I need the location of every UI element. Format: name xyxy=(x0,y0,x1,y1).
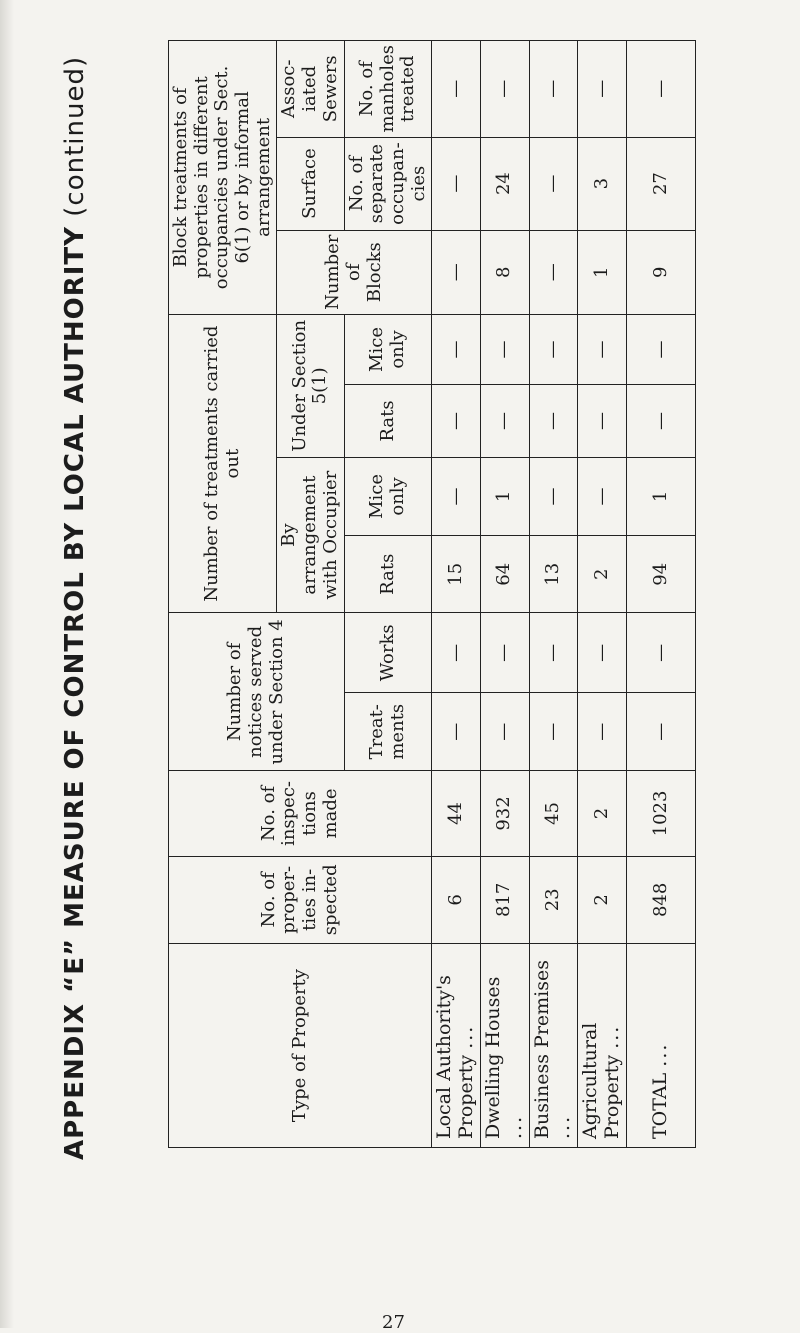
cell-section-mice: — xyxy=(529,314,578,384)
cell-arrangement-mice: — xyxy=(578,457,627,535)
cell-treatments: — xyxy=(529,693,578,771)
cell-treatments: — xyxy=(480,693,529,771)
cell-total-properties: 848 xyxy=(627,856,696,944)
group-under-section: Under Section 5(1) xyxy=(277,314,344,457)
rodent-control-table xyxy=(168,40,696,1148)
cell-blocks: — xyxy=(529,230,578,314)
table-row xyxy=(578,41,627,1148)
row-type: Business Premises ... xyxy=(529,944,578,1148)
cell-total-blocks: 9 xyxy=(627,230,696,314)
cell-works: — xyxy=(432,613,481,693)
cell-total-section-mice: — xyxy=(627,314,696,384)
group-by-arrangement: By arrangement with Occupier xyxy=(277,457,344,613)
cell-properties: 6 xyxy=(432,856,481,944)
col-section-rats: Rats xyxy=(344,385,432,458)
table-row xyxy=(480,41,529,1148)
cell-works: — xyxy=(480,613,529,693)
cell-properties: 23 xyxy=(529,856,578,944)
col-treatments: Treat-ments xyxy=(344,693,432,771)
col-section-mice: Mice only xyxy=(344,314,432,384)
rotated-page xyxy=(60,40,672,1160)
header-row-1 xyxy=(169,41,277,1148)
cell-total-arrangement-mice: 1 xyxy=(627,457,696,535)
cell-arrangement-rats: 13 xyxy=(529,536,578,613)
col-separate-occupancies: No. of separate occupan-cies xyxy=(344,137,432,230)
cell-properties: 2 xyxy=(578,856,627,944)
cell-section-mice: — xyxy=(578,314,627,384)
group-associated-sewers: Assoc-iated Sewers xyxy=(277,41,344,138)
cell-section-rats: — xyxy=(432,385,481,458)
total-row xyxy=(627,41,696,1148)
row-type: Agricultural Property ... xyxy=(578,944,627,1148)
cell-works: — xyxy=(578,613,627,693)
cell-inspections: 45 xyxy=(529,771,578,856)
cell-blocks: — xyxy=(432,230,481,314)
page-edge-shadow xyxy=(0,0,14,1328)
cell-treatments: — xyxy=(578,693,627,771)
cell-total-occupancies: 27 xyxy=(627,137,696,230)
continued-note: (continued) xyxy=(60,55,90,217)
cell-total-inspections: 1023 xyxy=(627,771,696,856)
col-inspections-made: No. of inspec-tions made xyxy=(169,771,432,856)
cell-arrangement-rats: 64 xyxy=(480,536,529,613)
cell-inspections: 932 xyxy=(480,771,529,856)
group-block-treatments: Block treatments of properties in different occupancies under Sect. 6(1) or by informal arrangement xyxy=(169,41,277,315)
cell-blocks: 1 xyxy=(578,230,627,314)
cell-occupancies: — xyxy=(529,137,578,230)
cell-arrangement-mice: — xyxy=(432,457,481,535)
cell-section-mice: — xyxy=(432,314,481,384)
cell-section-rats: — xyxy=(529,385,578,458)
table-row xyxy=(432,41,481,1148)
appendix-title: APPENDIX “E” MEASURE OF CONTROL BY LOCAL AUTHORITY xyxy=(60,226,90,1160)
col-arrangement-mice: Mice only xyxy=(344,457,432,535)
cell-total-section-rats: — xyxy=(627,385,696,458)
group-notices-served: Number of notices served under Section 4 xyxy=(169,613,345,771)
col-arrangement-rats: Rats xyxy=(344,536,432,613)
cell-section-mice: — xyxy=(480,314,529,384)
cell-treatments: — xyxy=(432,693,481,771)
cell-manholes: — xyxy=(480,41,529,138)
group-treatments-carried-out: Number of treatments carried out xyxy=(169,314,277,613)
cell-occupancies: 24 xyxy=(480,137,529,230)
cell-manholes: — xyxy=(578,41,627,138)
cell-section-rats: — xyxy=(578,385,627,458)
cell-section-rats: — xyxy=(480,385,529,458)
cell-manholes: — xyxy=(432,41,481,138)
cell-works: — xyxy=(529,613,578,693)
col-works: Works xyxy=(344,613,432,693)
cell-arrangement-mice: 1 xyxy=(480,457,529,535)
cell-total-manholes: — xyxy=(627,41,696,138)
row-type: Dwelling Houses ... xyxy=(480,944,529,1148)
col-properties-inspected: No. of proper-ties in-spected xyxy=(169,856,432,944)
cell-total-arrangement-rats: 94 xyxy=(627,536,696,613)
group-surface: Surface xyxy=(277,137,344,230)
col-number-of-blocks: Number of Blocks xyxy=(277,230,432,314)
page-number: 27 xyxy=(382,1312,405,1333)
cell-manholes: — xyxy=(529,41,578,138)
cell-arrangement-mice: — xyxy=(529,457,578,535)
col-type-of-property: Type of Property xyxy=(169,944,432,1148)
cell-arrangement-rats: 15 xyxy=(432,536,481,613)
cell-inspections: 2 xyxy=(578,771,627,856)
row-type: Local Authority's Property ... xyxy=(432,944,481,1148)
cell-total-works: — xyxy=(627,613,696,693)
cell-properties: 817 xyxy=(480,856,529,944)
cell-occupancies: 3 xyxy=(578,137,627,230)
cell-arrangement-rats: 2 xyxy=(578,536,627,613)
cell-blocks: 8 xyxy=(480,230,529,314)
table-row xyxy=(529,41,578,1148)
col-manholes-treated: No. of manholes treated xyxy=(344,41,432,138)
cell-occupancies: — xyxy=(432,137,481,230)
page-heading xyxy=(60,40,118,1160)
cell-inspections: 44 xyxy=(432,771,481,856)
row-type-total: TOTAL ... xyxy=(627,944,696,1148)
cell-total-treatments: — xyxy=(627,693,696,771)
